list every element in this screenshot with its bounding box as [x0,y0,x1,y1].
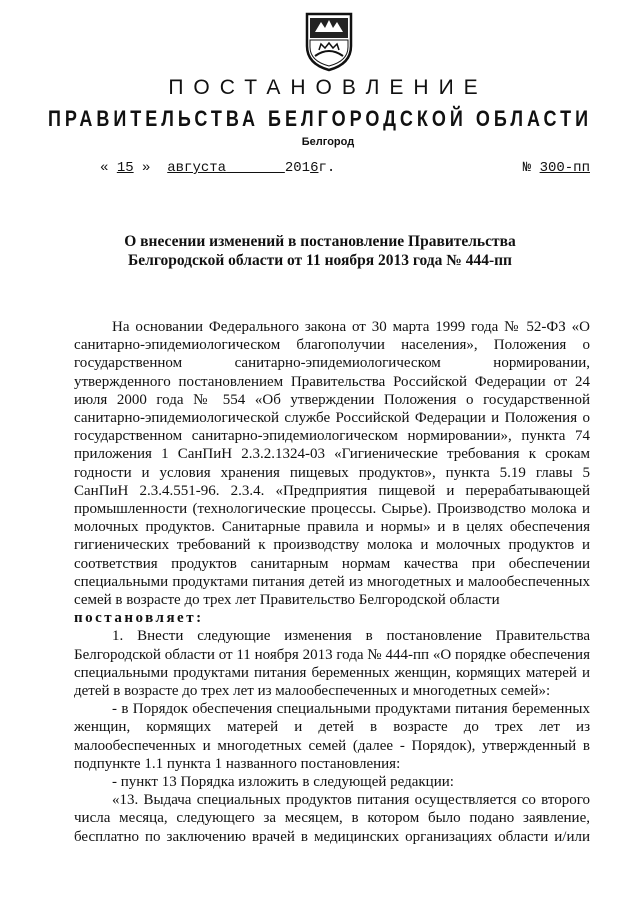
date-month: августа [167,160,227,176]
paragraph-item-1: 1. Внести следующие изменения в постановление Правительства Белгородской области от 11 ноября 2013 года № 444-пп «О порядке обеспечения специальными продуктами питания беременных женщин, кормящих матерей и детей в возрасте до трех лет из малообеспеченных и многодетных семей»: [74,628,590,700]
number-value: 300-пп [539,160,590,176]
document-heading [0,232,640,270]
date-year-tail: г. [318,160,336,176]
issuing-authority: ПРАВИТЕЛЬСТВА БЕЛГОРОДСКОЙ ОБЛАСТИ [47,106,593,131]
number-sign: № [522,160,532,176]
document-date: « 15 » августа 2016г. [100,160,336,176]
document-type-title: ПОСТАНОВЛЕНИЕ [168,76,488,99]
resolves-word: постановляет: [74,610,204,627]
paragraph-point-13: - пункт 13 Порядка изложить в следующей редакции: [112,774,454,791]
document-body [74,318,590,846]
paragraph-legal-basis: На основании Федерального закона от 30 марта 1999 года № 52-ФЗ «О санитарно-эпидемиологическом благополучии населения», Положения о государственном санитарно-эпидемиологическом нормировании, утвержденного постановлением Правительства Российской Федерации от 24 июля 2000 года № 554 «Об утверждении Положения о государственной санитарно-эпидемиологической службе Российской Федерации и Положения о государственном санитарно-эпидемиологическом нормировании», пункта 74 приложения 1 СанПиН 2.3.2.1324-03 «Гигиенические требования к срокам годности и условия хранения пищевых продуктов», пункта 5.19 главы 5 СанПиН 2.3.4.551-96. 2.3.4. «Предприятия пищевой и перерабатывающей промышленности (технологические процессы. Сырье). Производство молока и молочных продуктов. Санитарные правила и нормы» и в целях обеспечения гигиенических требований к производству молока и молочных продуктов и соответствия продуктов санитарным нормам качества при обеспечении специальными продуктами питания детей из многодетных и малообеспеченных семей в возрасте до трех лет Правительство Белгородской области [74,319,590,609]
paragraph-new-wording: «13. Выдача специальных продуктов питания осуществляется со второго числа месяца, следующего за месяцем, в котором было подано заявление, бесплатно по заключению врачей в медицинских организациях области и/или [74,792,590,845]
date-day: 15 [116,160,134,176]
document-number [523,160,590,176]
paragraph-procedure: - в Порядок обеспечения специальными продуктами питания беременных женщин, кормящих матерей и детей в возрасте до трех лет из малообеспеченных и многодетных семей (далее - Порядок), утвержденный в подпункте 1.1 пункта 1 названного постановления: [74,701,590,772]
city-name: Белгород [301,136,355,148]
heading-line-1: О внесении изменений в постановление Правительства [124,233,516,250]
date-year-suffix: 6 [310,160,319,176]
belgorod-coat-of-arms-icon [303,10,355,72]
date-year-prefix: 201 [284,160,311,176]
heading-line-2: Белгородской области от 11 ноября 2013 года № 444-пп [128,252,512,269]
